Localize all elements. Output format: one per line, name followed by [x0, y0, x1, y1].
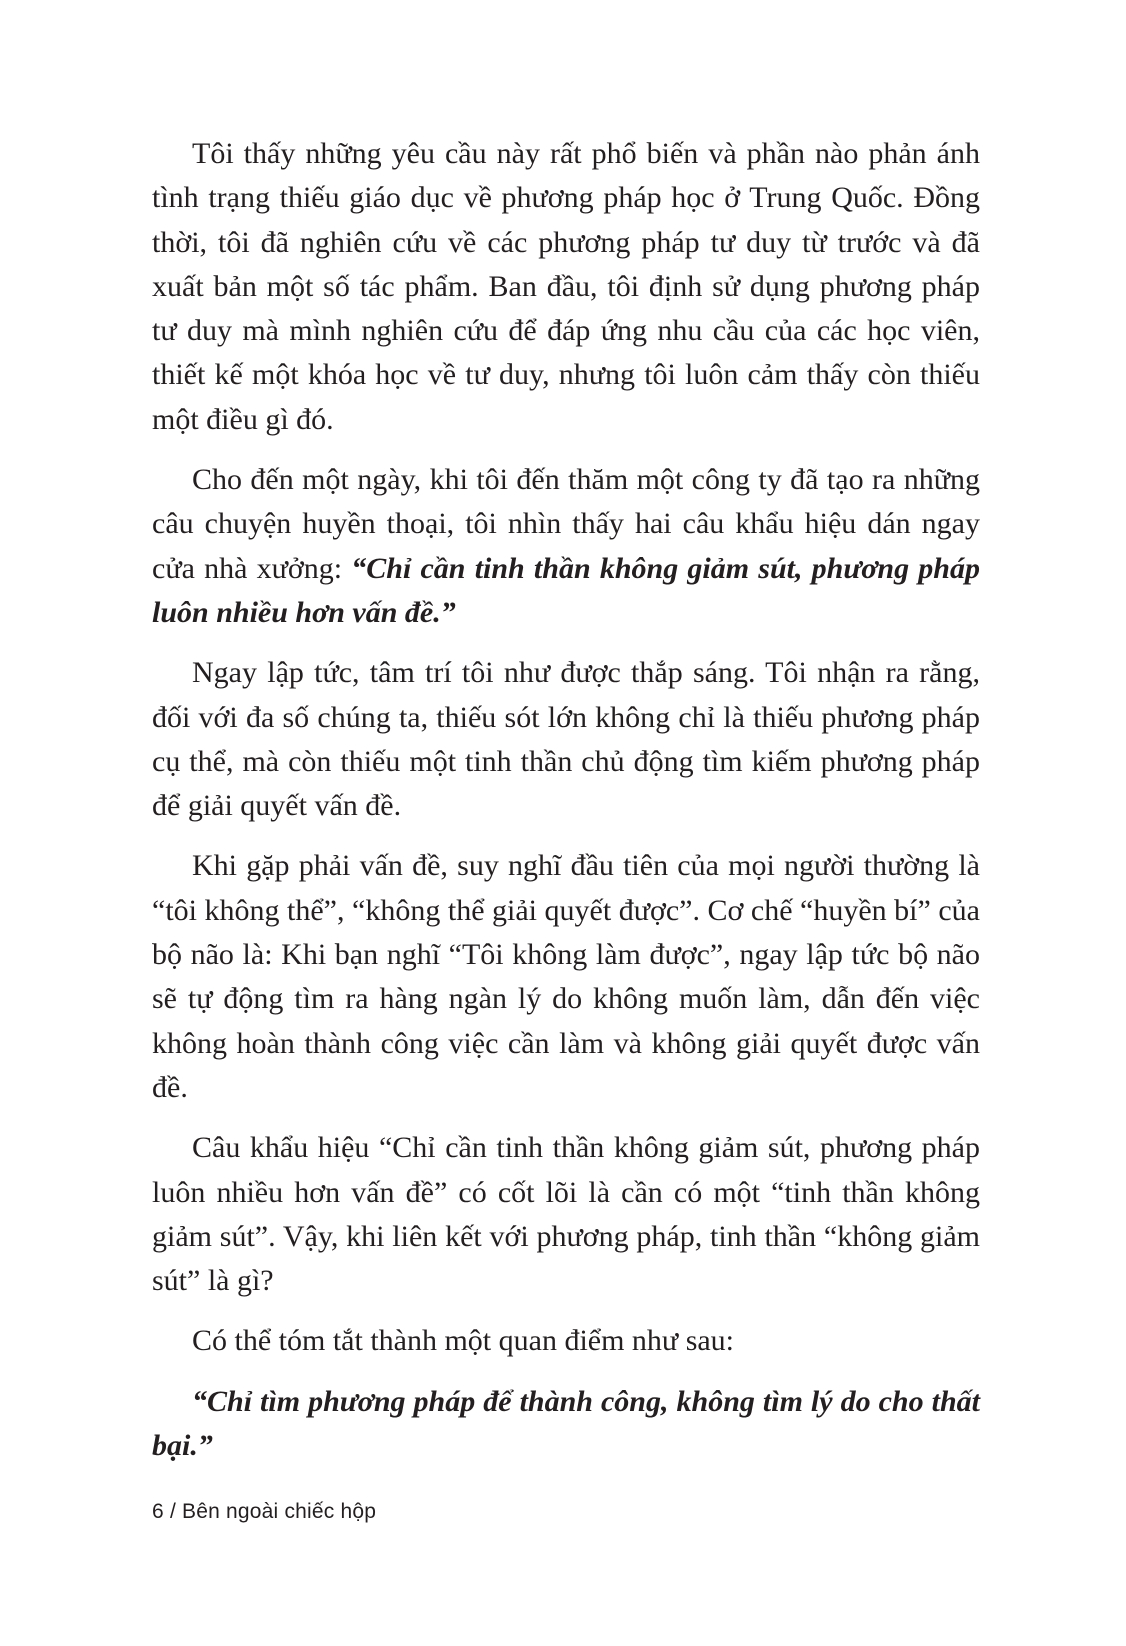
paragraph-6-text: Có thể tóm tắt thành một quan điểm như sau: [192, 1324, 735, 1358]
paragraph-1-text: Tôi thấy những yêu cầu này rất phổ biến và phần nào phản ánh tình trạng thiếu giáo dục về phương pháp học ở Trung Quốc. Đồng thời, tôi đã nghiên cứu về các phương pháp tư duy từ trước và đã xuất bản một số tác phẩm. Ban đầu, tôi định sử dụng phương pháp tư duy mà mình nghiên cứu để đáp ứng nhu cầu của các học viên, thiết kế một khóa học về tư duy, nhưng tôi luôn cảm thấy còn thiếu một điều gì đó. [152, 137, 980, 436]
page-body [152, 132, 980, 1468]
paragraph-2-text: Cho đến một ngày, khi tôi đến thăm một công ty đã tạo ra những câu chuyện huyền thoại, tôi nhìn thấy hai câu khẩu hiệu dán ngay cửa nhà xưởng: [152, 463, 980, 585]
paragraph-1 [152, 132, 980, 442]
paragraph-5 [152, 1126, 980, 1303]
paragraph-3 [152, 651, 980, 828]
paragraph-3-text: Ngay lập tức, tâm trí tôi như được thắp sáng. Tôi nhận ra rằng, đối với đa số chúng ta, thiếu sót lớn không chỉ là thiếu phương pháp cụ thể, mà còn thiếu một tinh thần chủ động tìm kiếm phương pháp để giải quyết vấn đề. [152, 656, 980, 823]
page-number: 6 [152, 1500, 164, 1523]
paragraph-2 [152, 458, 980, 635]
paragraph-4-text: Khi gặp phải vấn đề, suy nghĩ đầu tiên của mọi người thường là “tôi không thể”, “không thể giải quyết được”. Cơ chế “huyền bí” của bộ não là: Khi bạn nghĩ “Tôi không làm được”, ngay lập tức bộ não sẽ tự động tìm ra hàng ngàn lý do không muốn làm, dẫn đến việc không hoàn thành công việc cần làm và không giải quyết được vấn đề. [152, 849, 980, 1104]
paragraph-5-text: Câu khẩu hiệu “Chỉ cần tinh thần không giảm sút, phương pháp luôn nhiều hơn vấn đề” có cốt lõi là cần có một “tinh thần không giảm sút”. Vậy, khi liên kết với phương pháp, tinh thần “không giảm sút” là gì? [152, 1131, 980, 1298]
book-title: Bên ngoài chiếc hộp [182, 1500, 377, 1523]
slogan-emphasis: “Chỉ cần tinh thần không giảm sút, phương pháp luôn nhiều hơn vấn đề.” [152, 551, 980, 629]
footer-separator: / [169, 1500, 176, 1523]
page-footer [152, 1500, 376, 1524]
paragraph-4 [152, 844, 980, 1110]
closing-quote: “Chỉ tìm phương pháp để thành công, không tìm lý do cho thất bại.” [152, 1384, 980, 1463]
paragraph-6 [152, 1319, 980, 1363]
